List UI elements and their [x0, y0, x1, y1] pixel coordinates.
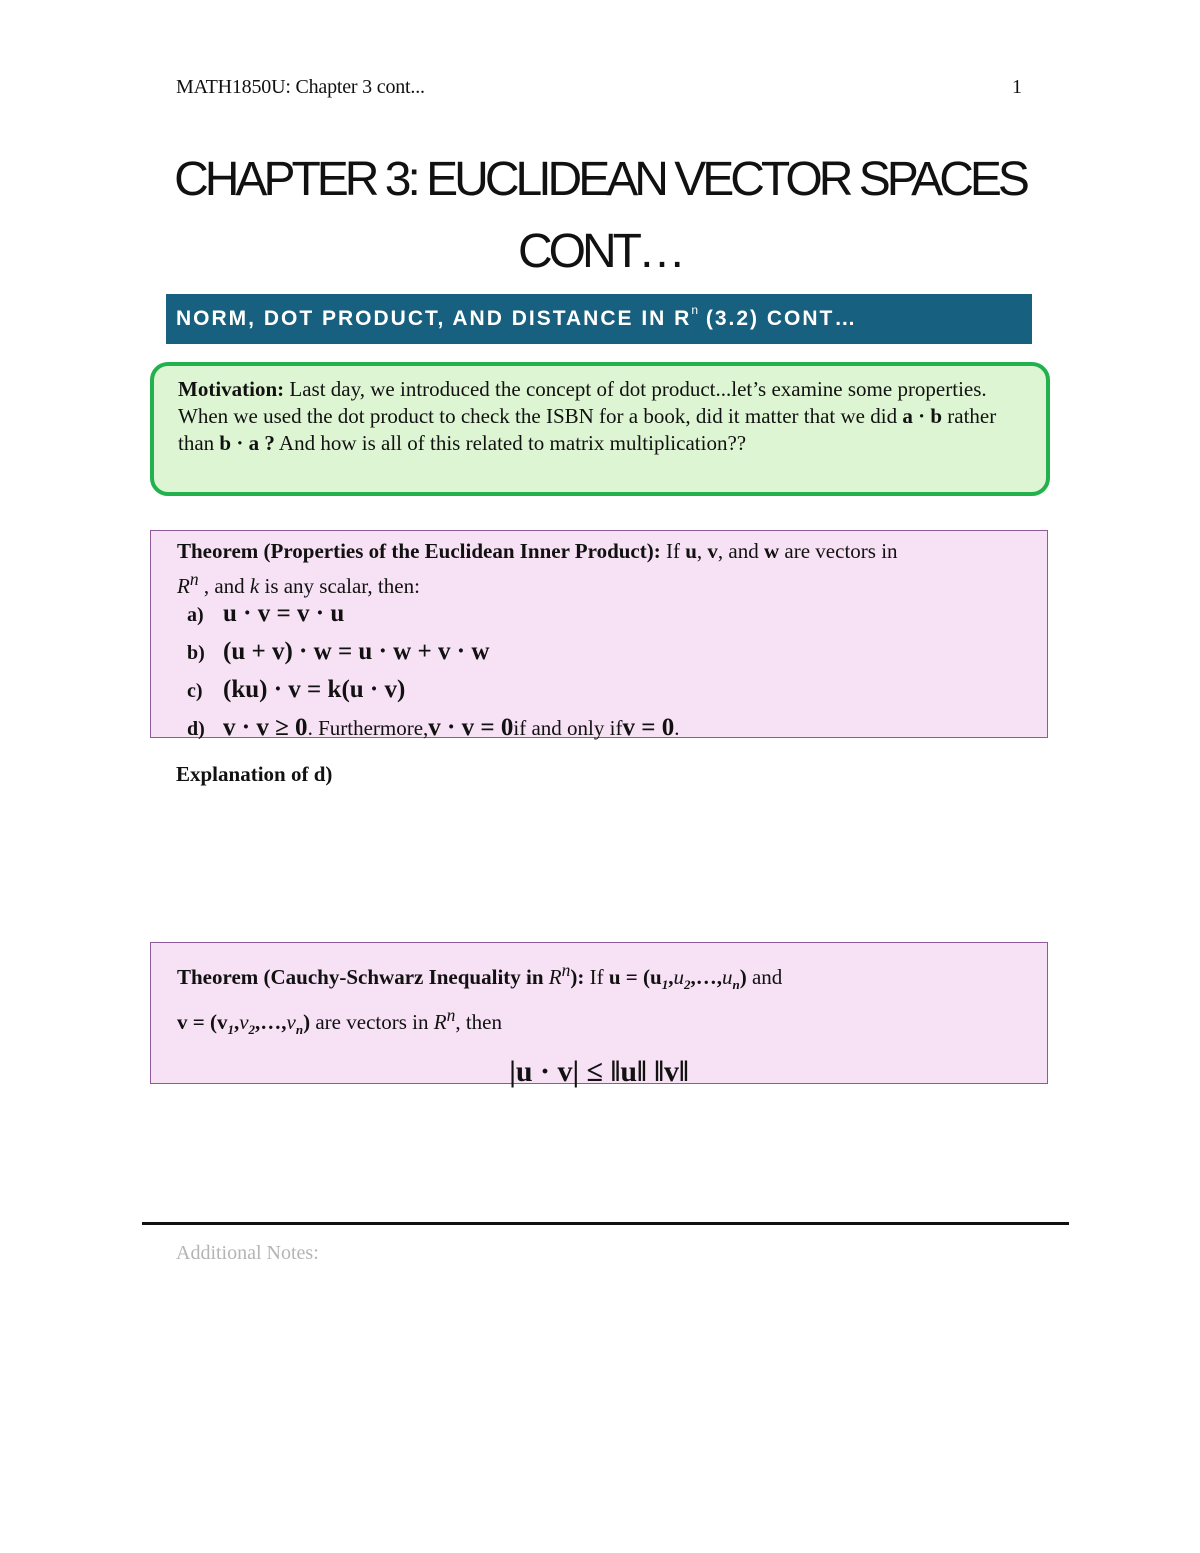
vector-u: u — [685, 539, 697, 563]
theorem-text: , and — [198, 574, 250, 598]
vector-v: v — [707, 539, 718, 563]
motivation-label: Motivation: — [178, 377, 285, 401]
theorem-text: are vectors in — [779, 539, 898, 563]
property-label: d) — [187, 718, 205, 740]
subscript: n — [295, 1022, 304, 1038]
theorem-text: , then — [455, 1010, 502, 1035]
vector-w: w — [764, 539, 780, 563]
motivation-ba: b · a ? — [219, 431, 275, 455]
property-equation: u · v = v · u — [223, 600, 345, 627]
property-equation: v · v ≥ 0 — [223, 714, 308, 741]
motivation-text: Last day, we introduced the concept of dot product...let’s examine some properties. When we used the dot product to check the ISBN for a book, did it matter that we did — [178, 377, 987, 428]
subscript: n — [732, 977, 740, 993]
space-R: R — [177, 574, 190, 598]
space-exponent-n: n — [561, 960, 571, 980]
theorem-text: is any scalar, then: — [259, 574, 420, 598]
theorem-inner-product-statement — [177, 537, 1047, 600]
subscript: 1 — [661, 977, 669, 993]
motivation-box — [150, 362, 1050, 496]
subscript: 1 — [227, 1022, 234, 1038]
cauchy-schwarz-inequality: |u · v| ≤ ‖u‖ ‖v‖ — [509, 1055, 689, 1089]
vector-u-definition: $u = (u_1,u_2,\dots,u_n)$ — [608, 965, 747, 993]
theorem-inner-product-label: Theorem (Properties of the Euclidean Inner Product): — [177, 539, 661, 563]
property-label: b) — [187, 642, 205, 664]
vector-u-def-text: u = (u — [608, 965, 662, 989]
chapter-title-line-1: CHAPTER 3: EUCLIDEAN VECTOR SPACES — [174, 153, 1026, 206]
theorem-cauchy-schwarz-box — [150, 942, 1048, 1089]
theorem-text: If — [584, 965, 609, 989]
space-exponent-n: n — [446, 1005, 456, 1026]
section-heading-bar — [166, 294, 1032, 344]
property-equation-3: v = 0 — [622, 714, 675, 741]
section-title: NORM, DOT PRODUCT, AND DISTANCE IN R — [176, 307, 692, 330]
theorem-label-end: ): — [570, 965, 585, 989]
property-equation-2: v · v = 0 — [428, 714, 514, 741]
theorem-text: are vectors in — [310, 1010, 434, 1035]
motivation-text-2: rather than — [178, 404, 997, 455]
property-item — [177, 676, 1047, 714]
subscript: 2 — [248, 1022, 256, 1038]
motivation-text-3: And how is all of this related to matrix multiplication?? — [274, 431, 747, 455]
property-label: a) — [187, 604, 204, 626]
property-equation: (u + v) · w = u · w + v · w — [223, 638, 490, 665]
theorem-inner-product-box — [150, 530, 1048, 741]
scalar-k: k — [249, 574, 260, 598]
theorem-text: If — [660, 539, 686, 563]
property-item — [177, 600, 1047, 638]
space-R: R — [433, 1010, 447, 1035]
property-equation: (ku) · v = k(u · v) — [223, 676, 406, 703]
theorem-text: , — [696, 539, 708, 563]
vector-v-definition: $v = (v_1,v_2,\dots,v_n)$ — [177, 1010, 311, 1038]
subscript: 2 — [683, 977, 691, 993]
running-header: MATH1850U: Chapter 3 cont... — [176, 76, 425, 98]
additional-notes-label: Additional Notes: — [176, 1242, 319, 1264]
property-text: . Furthermore, — [307, 716, 429, 740]
theorem-text: , and — [717, 539, 764, 563]
theorem-cauchy-schwarz-label: Theorem (Cauchy-Schwarz Inequality in — [177, 965, 549, 989]
space-exponent-n: n — [189, 569, 199, 589]
property-text: if and only if — [513, 716, 623, 740]
space-R: R — [548, 965, 562, 989]
property-item — [177, 714, 1047, 752]
vector-v-def-text: v = (v — [177, 1010, 228, 1035]
page-number: 1 — [1012, 76, 1022, 98]
chapter-title-line-2: CONT… — [518, 225, 682, 278]
motivation-ab: a · b — [902, 404, 943, 428]
property-item — [177, 638, 1047, 676]
property-text: . — [674, 716, 680, 740]
theorem-cauchy-schwarz-statement — [177, 955, 1047, 1045]
theorem-text: and — [746, 965, 783, 989]
section-title-superscript: n — [691, 303, 699, 317]
property-label: c) — [187, 680, 203, 702]
notes-divider — [142, 1222, 1069, 1225]
explanation-heading: Explanation of d) — [176, 762, 333, 786]
section-title-suffix: (3.2) CONT… — [698, 307, 858, 330]
